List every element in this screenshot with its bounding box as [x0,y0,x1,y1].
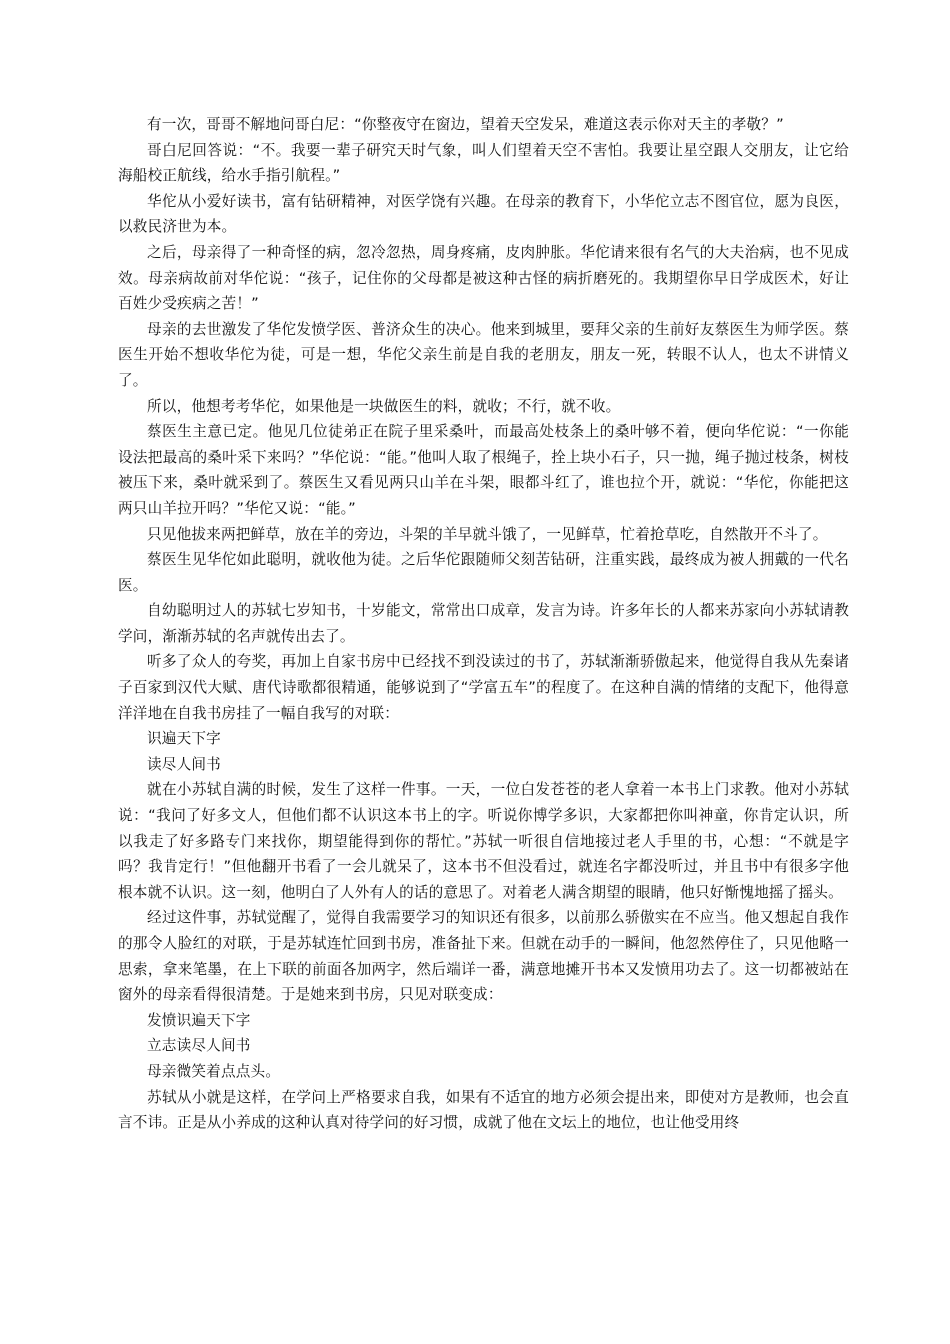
couplet-line: 读尽人间书 [147,755,221,773]
couplet-line: 立志读尽人间书 [147,1037,251,1055]
paragraph: 苏轼从小就是这样，在学问上严格要求自我，如果有不适宜的地方必须会提出来，即使对方是教师，也会直言不讳。正是从小养成的这种认真对待学问的好习惯，成就了他在文坛上的地位，也让他受用终 [118,1088,849,1132]
paragraph: 之后，母亲得了一种奇怪的病，忽冷忽热，周身疼痛，皮肉肿胀。华佗请来很有名气的大夫治病，也不见成效。母亲病故前对华佗说：“孩子，记住你的父母都是被这种古怪的病折磨死的。我期望你早日学成医术，好让百姓少受疾病之苦！” [118,243,849,313]
paragraph: 哥白尼回答说：“不。我要一辈子研究天时气象，叫人们望着天空不害怕。我要让星空跟人交朋友，让它给海船校正航线，给水手指引航程。” [118,141,849,185]
paragraph: 母亲的去世激发了华佗发愤学医、普济众生的决心。他来到城里，要拜父亲的生前好友蔡医生为师学医。蔡医生开始不想收华佗为徒，可是一想，华佗父亲生前是自我的老朋友，朋友一死，转眼不认人，也太不讲情义了。 [118,320,849,389]
paragraph: 母亲微笑着点点头。 [147,1062,281,1080]
document-page [118,112,849,1136]
paragraph: 经过这件事，苏轼觉醒了，觉得自我需要学习的知识还有很多，以前那么骄傲实在不应当。他又想起自我作的那令人脸红的对联，于是苏轼连忙回到书房，准备扯下来。但就在动手的一瞬间，他忽然停住了，只见他略一思索，拿来笔墨，在上下联的前面各加两字，然后端详一番，满意地摊开书本又发愤用功去了。这一切都被站在窗外的母亲看得很清楚。于是她来到书房，只见对联变成： [118,909,849,1004]
couplet-line: 发愤识遍天下字 [147,1011,251,1029]
paragraph: 就在小苏轼自满的时候，发生了这样一件事。一天，一位白发苍苍的老人拿着一本书上门求教。他对小苏轼说：“我问了好多文人，但他们都不认识这本书上的字。听说你博学多识，大家都把你叫神童，你肯定认识，所以我走了好多路专门来找你，期望能得到你的帮忙。”苏轼一听很自信地接过老人手里的书，心想：“不就是字吗？我肯定行！”但他翻开书看了一会儿就呆了，这本书不但没看过，就连名字都没听过，并且书中有很多字他根本就不认识。这一刻，他明白了人外有人的话的意思了。对着老人满含期望的眼睛，他只好惭愧地摇了摇头。 [118,781,849,901]
couplet-line: 识遍天下字 [147,730,221,748]
paragraph: 听多了众人的夸奖，再加上自家书房中已经找不到没读过的书了，苏轼渐渐骄傲起来，他觉得自我从先秦诸子百家到汉代大赋、唐代诗歌都很精通，能够说到了“学富五车”的程度了。在这种自满的情绪的支配下，他得意洋洋地在自我书房挂了一幅自我写的对联： [118,653,849,722]
paragraph: 蔡医生主意已定。他见几位徒弟正在院子里采桑叶，而最高处枝条上的桑叶够不着，便向华佗说：“一你能设法把最高的桑叶采下来吗？”华佗说：“能。”他叫人取了根绳子，拴上块小石子，只一抛，绳子抛过枝条，树枝被压下来，桑叶就采到了。蔡医生又看见两只山羊在斗架，眼都斗红了，谁也拉个开，就说：“华佗，你能把这两只山羊拉开吗？”华佗又说：“能。” [118,423,849,517]
paragraph: 只见他拔来两把鲜草，放在羊的旁边，斗架的羊早就斗饿了，一见鲜草，忙着抢草吃，自然散开不斗了。 [147,525,828,543]
paragraph: 华佗从小爱好读书，富有钻研精神，对医学饶有兴趣。在母亲的教育下，小华佗立志不图官位，愿为良医，以救民济世为本。 [118,192,849,236]
paragraph: 蔡医生见华佗如此聪明，就收他为徒。之后华佗跟随师父刻苦钻研，注重实践，最终成为被人拥戴的一代名医。 [118,551,849,594]
paragraph: 自幼聪明过人的苏轼七岁知书，十岁能文，常常出口成章，发言为诗。许多年长的人都来苏家向小苏轼请教学问，渐渐苏轼的名声就传出去了。 [118,602,849,645]
paragraph: 所以，他想考考华佗，如果他是一块做医生的料，就收；不行，就不收。 [147,397,621,415]
paragraph: 有一次，哥哥不解地问哥白尼：“你整夜守在窗边，望着天空发呆，难道这表示你对天主的孝敬？” [147,116,784,133]
